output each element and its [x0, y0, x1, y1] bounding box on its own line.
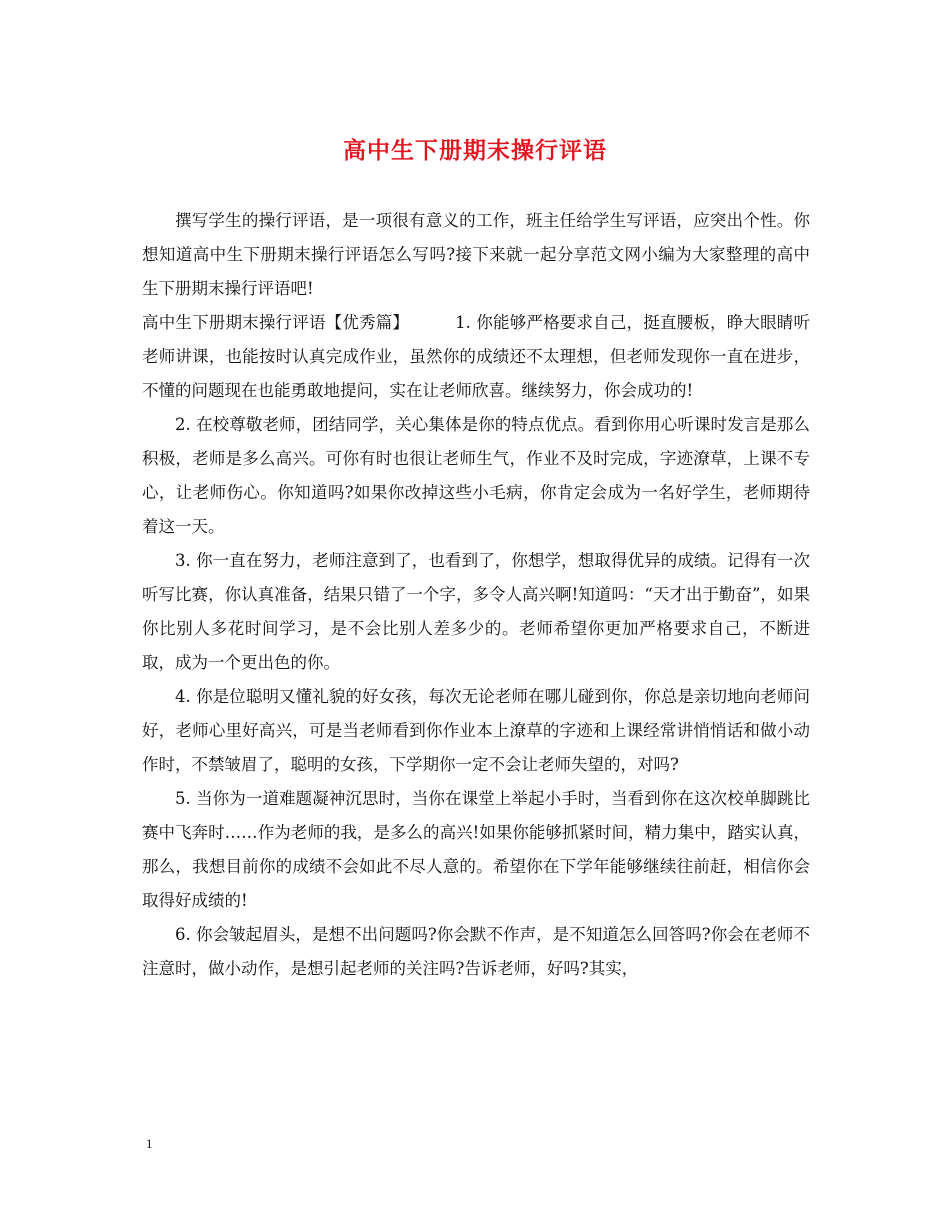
intro-paragraph: 撰写学生的操行评语，是一项很有意义的工作，班主任给学生写评语，应突出个性。你想知道高中生下册期末操行评语怎么写吗?接下来就一起分享范文网小编为大家整理的高中生下册期末操行评语吧!	[142, 211, 810, 298]
page-title: 高中生下册期末操行评语	[343, 137, 607, 164]
comment-paragraph-1	[142, 306, 810, 408]
comment-1-text: 1. 你能够严格要求自己，挺直腰板，睁大眼睛听老师讲课，也能按时认真完成作业，虽然你的成绩还不太理想，但老师发现你一直在进步，不懂的问题现在也能勇敢地提问，实在让老师欣喜。继续努力，你会成功的!	[142, 313, 811, 400]
page-number: 1	[146, 1136, 153, 1151]
comment-paragraph-3: 3. 你一直在努力，老师注意到了，也看到了，你想学，想取得优异的成绩。记得有一次听写比赛，你认真准备，结果只错了一个字，多令人高兴啊!知道吗：“天才出于勤奋”，如果你比别人多花时间学习，是不会比别人差多少的。老师希望你更加严格要求自己，不断进取，成为一个更出色的你。	[142, 551, 810, 672]
comment-paragraph-5: 5. 当你为一道难题凝神沉思时，当你在课堂上举起小手时，当看到你在这次校单脚跳比赛中飞奔时……作为老师的我，是多么的高兴!如果你能够抓紧时间，精力集中，踏实认真，那么，我想目前你的成绩不会如此不尽人意的。希望你在下学年能够继续往前赶，相信你会取得好成绩的!	[142, 789, 810, 910]
document-body	[142, 204, 810, 986]
comment-paragraph-6: 6. 你会皱起眉头，是想不出问题吗?你会默不作声，是不知道怎么回答吗?你会在老师不注意时，做小动作，是想引起老师的关注吗?告诉老师，好吗?其实，	[142, 925, 810, 978]
comment-paragraph-4: 4. 你是位聪明又懂礼貌的好女孩，每次无论老师在哪儿碰到你，你总是亲切地向老师问好，老师心里好高兴，可是当老师看到你作业本上潦草的字迹和上课经常讲悄悄话和做小动作时，不禁皱眉了，聪明的女孩，下学期你一定不会让老师失望的，对吗?	[142, 687, 810, 774]
comment-paragraph-2: 2. 在校尊敬老师，团结同学，关心集体是你的特点优点。看到你用心听课时发言是那么积极，老师是多么高兴。可你有时也很让老师生气，作业不及时完成，字迹潦草，上课不专心，让老师伤心。你知道吗?如果你改掉这些小毛病，你肯定会成为一名好学生，老师期待着这一天。	[142, 415, 810, 536]
section-heading: 高中生下册期末操行评语【优秀篇】	[142, 313, 410, 332]
